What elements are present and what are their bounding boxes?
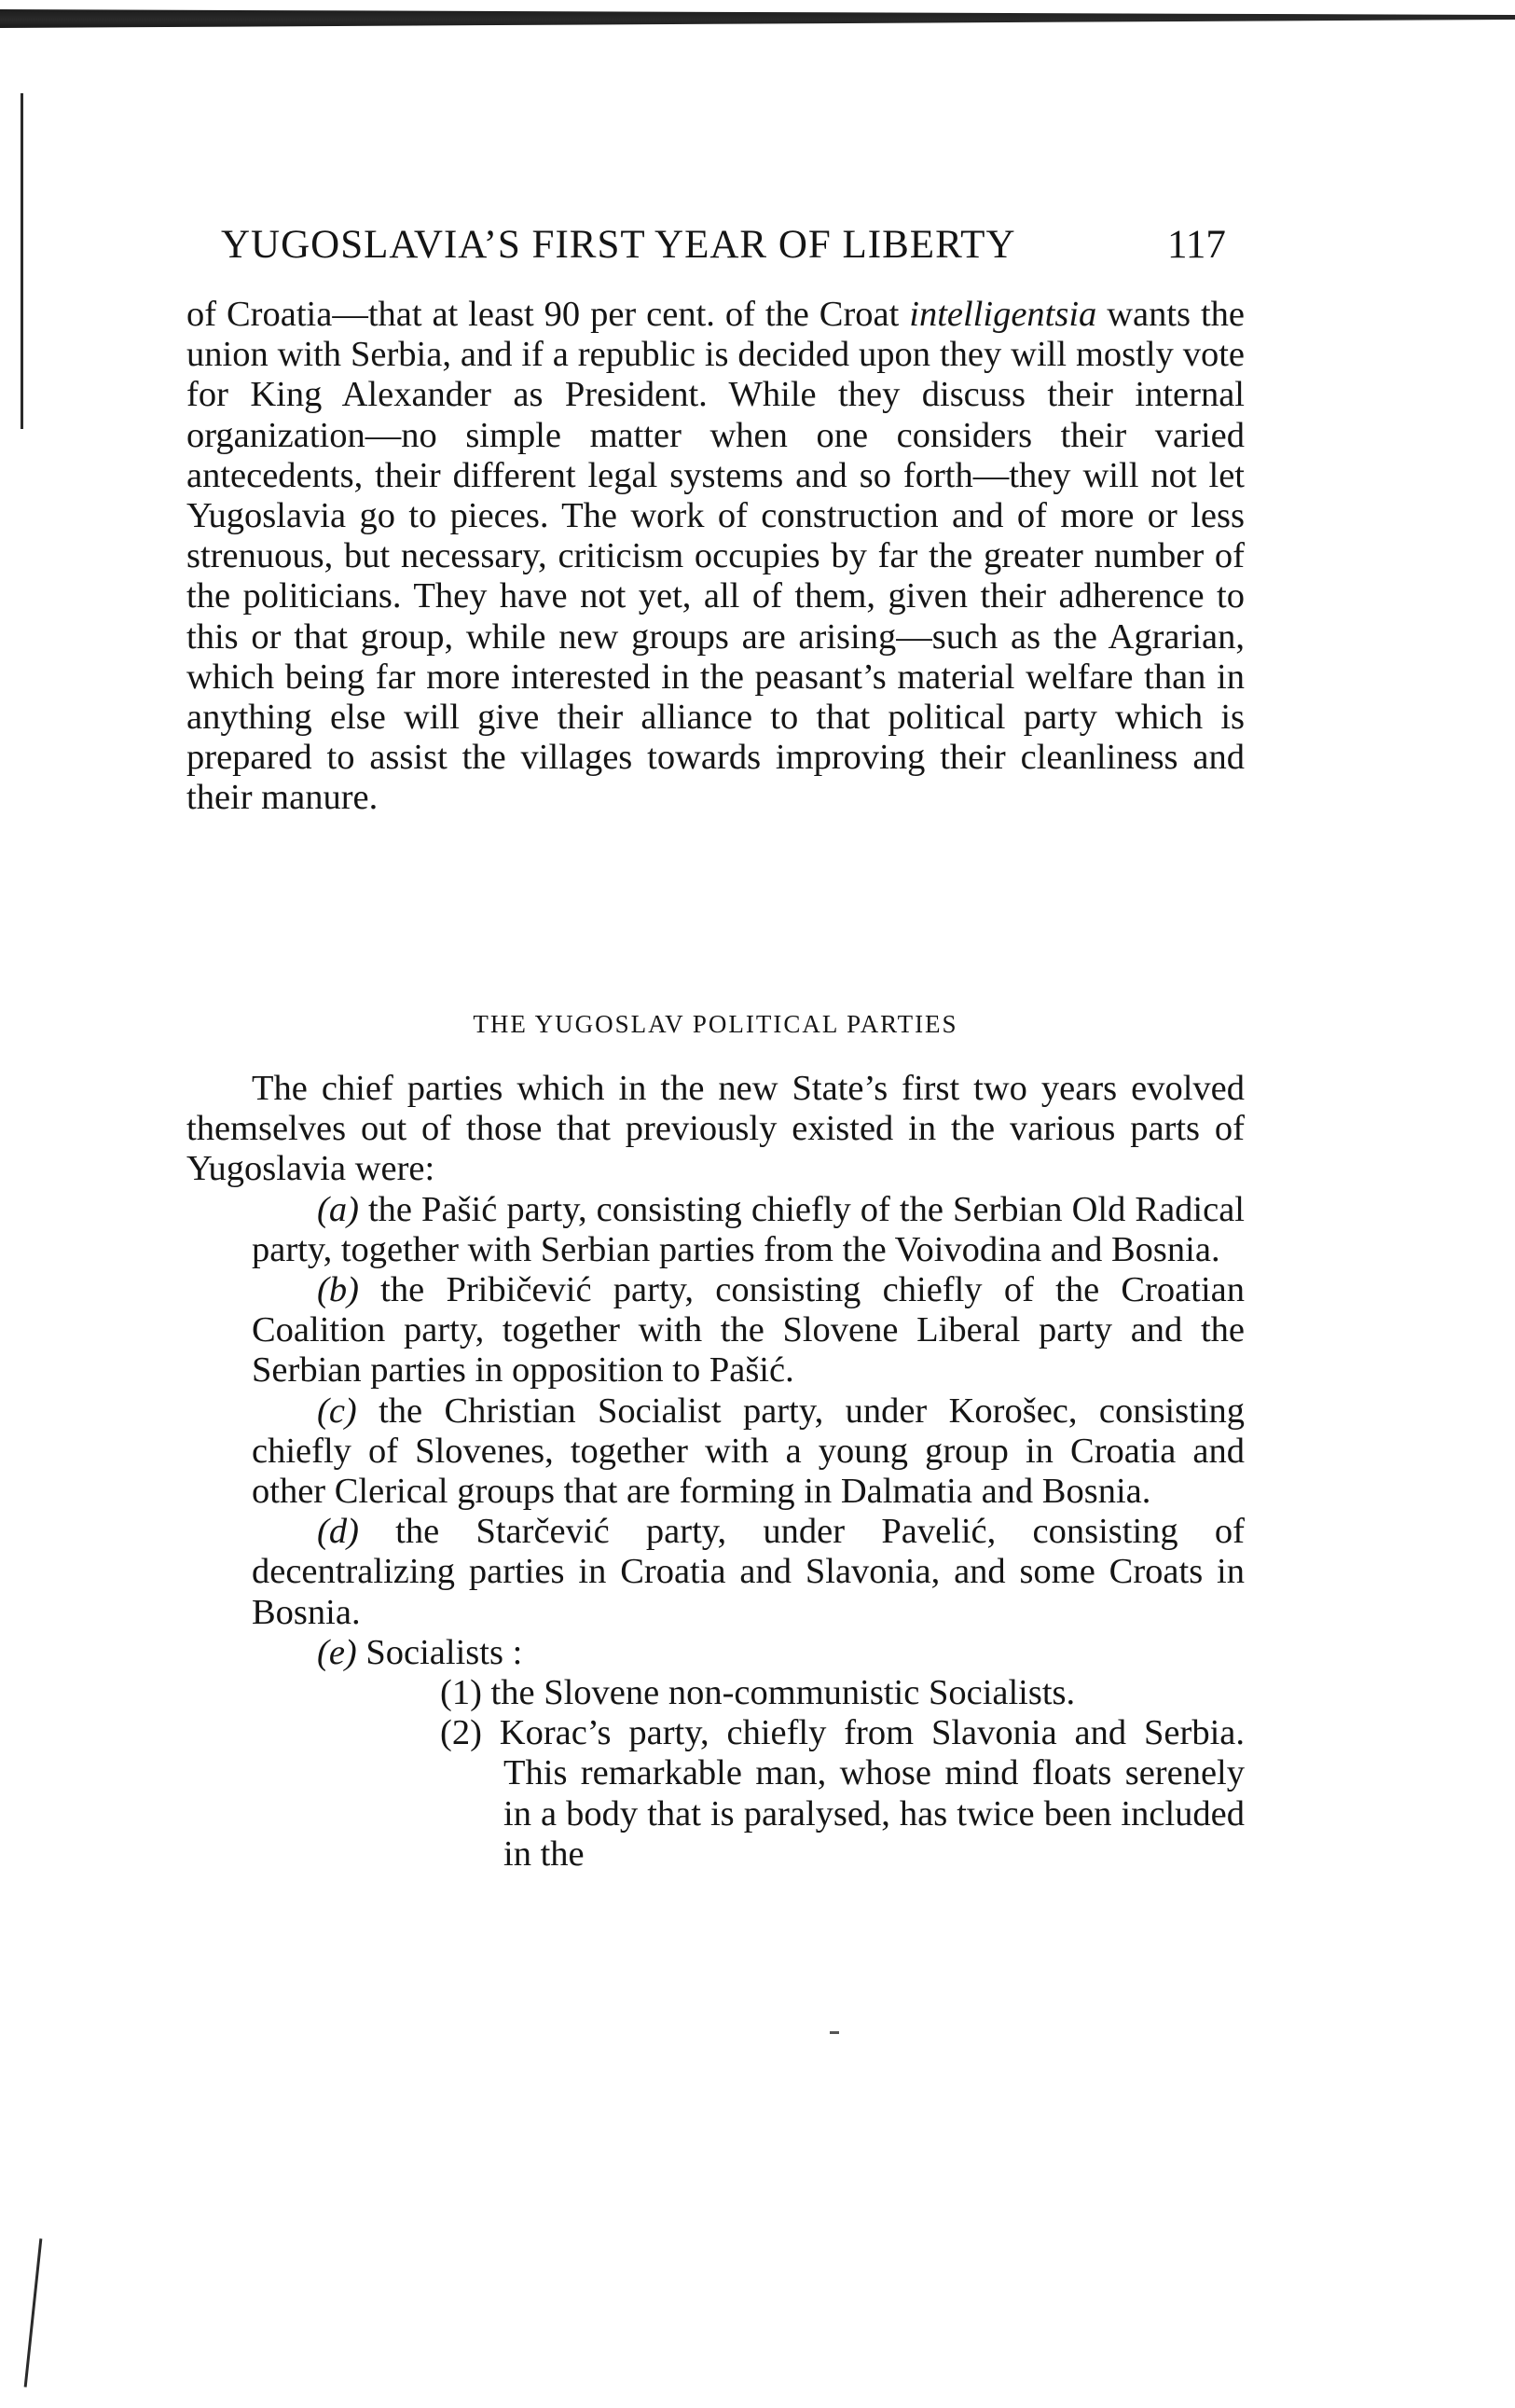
party-item-b [252, 1270, 1245, 1391]
page-number: 117 [1167, 223, 1226, 267]
bottom-margin-mark [24, 2238, 43, 2387]
party-item-a [252, 1190, 1245, 1270]
opening-paragraph-block [186, 295, 1245, 819]
stray-ink-mark [830, 2031, 839, 2034]
party-text-d: the Starčević party, under Pavelić, consisting of decentralizing parties in Croatia and Slavonia, and some Croats in Bosnia. [252, 1512, 1245, 1632]
opening-paragraph [186, 295, 1245, 819]
left-binding-mark [21, 93, 23, 429]
running-title: YUGOSLAVIA’S FIRST YEAR OF LIBERTY [221, 223, 1016, 267]
party-label-b: (b) [317, 1270, 359, 1310]
party-text-b: the Pribičević party, consisting chiefly of the Croatian Coalition party, together with the Slovene Liberal party and the Serbian parties in opposition to Pašić. [252, 1270, 1245, 1391]
section-intro-paragraph: The chief parties which in the new State’s first two years evolved themselves out of those that previously existed in the various parts of Yugoslavia were: [186, 1069, 1245, 1189]
page-header [221, 222, 1246, 278]
party-text-c: the Christian Socialist party, under Korošec, consisting chiefly of Slovenes, together with a young group in Croatia and other Clerical groups that are forming in Dalmatia and Bosnia. [252, 1391, 1245, 1512]
party-item-d [252, 1512, 1245, 1633]
party-item-e [252, 1633, 1245, 1673]
socialist-label-2: (2) [440, 1713, 482, 1753]
opening-paragraph-part1: of Croatia—that at least 90 per cent. of the Croat [186, 295, 910, 334]
party-item-c [252, 1391, 1245, 1513]
party-label-c: (c) [317, 1391, 357, 1431]
party-label-e: (e) [317, 1632, 357, 1672]
socialist-text-2: Korac’s party, chiefly from Slavonia and Serbia. This remarkable man, whose mind floats serenely in a body that is paralysed, has twice been included in the [481, 1713, 1245, 1874]
socialist-text-1: the Slovene non-communistic Socialists. [481, 1673, 1076, 1713]
socialist-label-1: (1) [440, 1673, 482, 1713]
socialist-item-2 [440, 1713, 1245, 1875]
party-label-a: (a) [317, 1189, 359, 1229]
opening-paragraph-part2: wants the union with Serbia, and if a republic is decided upon they will mostly vote for King Alexander as President. While they discuss their internal organization—no simple matter when one considers their varied antecedents, their different legal systems and so forth—they will not let Yugoslavia go to pieces. The work of construction and of more or less strenuous, but necessary, criticism occupies by far the greater number of the politicians. They have not yet, all of them, given their adherence to this or that group, while new groups are arising—such as the Agrarian, which being far more interested in the peasant’s material welfare than in anything else will give their alliance to that political party which is prepared to assist the villages towards improving their cleanliness and their manure. [186, 295, 1245, 818]
socialist-item-1 [440, 1673, 1245, 1713]
party-text-a: the Pašić party, consisting chiefly of the Serbian Old Radical party, together with Serbian parties from the Voivodina and Bosnia. [252, 1189, 1245, 1269]
party-text-e: Socialists : [356, 1632, 523, 1672]
opening-paragraph-italic-word: intelligentsia [909, 295, 1097, 334]
section-body [186, 1069, 1245, 1875]
section-heading: THE YUGOSLAV POLITICAL PARTIES [473, 1010, 958, 1038]
top-page-edge-rule [0, 9, 1515, 28]
party-label-d: (d) [317, 1512, 359, 1552]
